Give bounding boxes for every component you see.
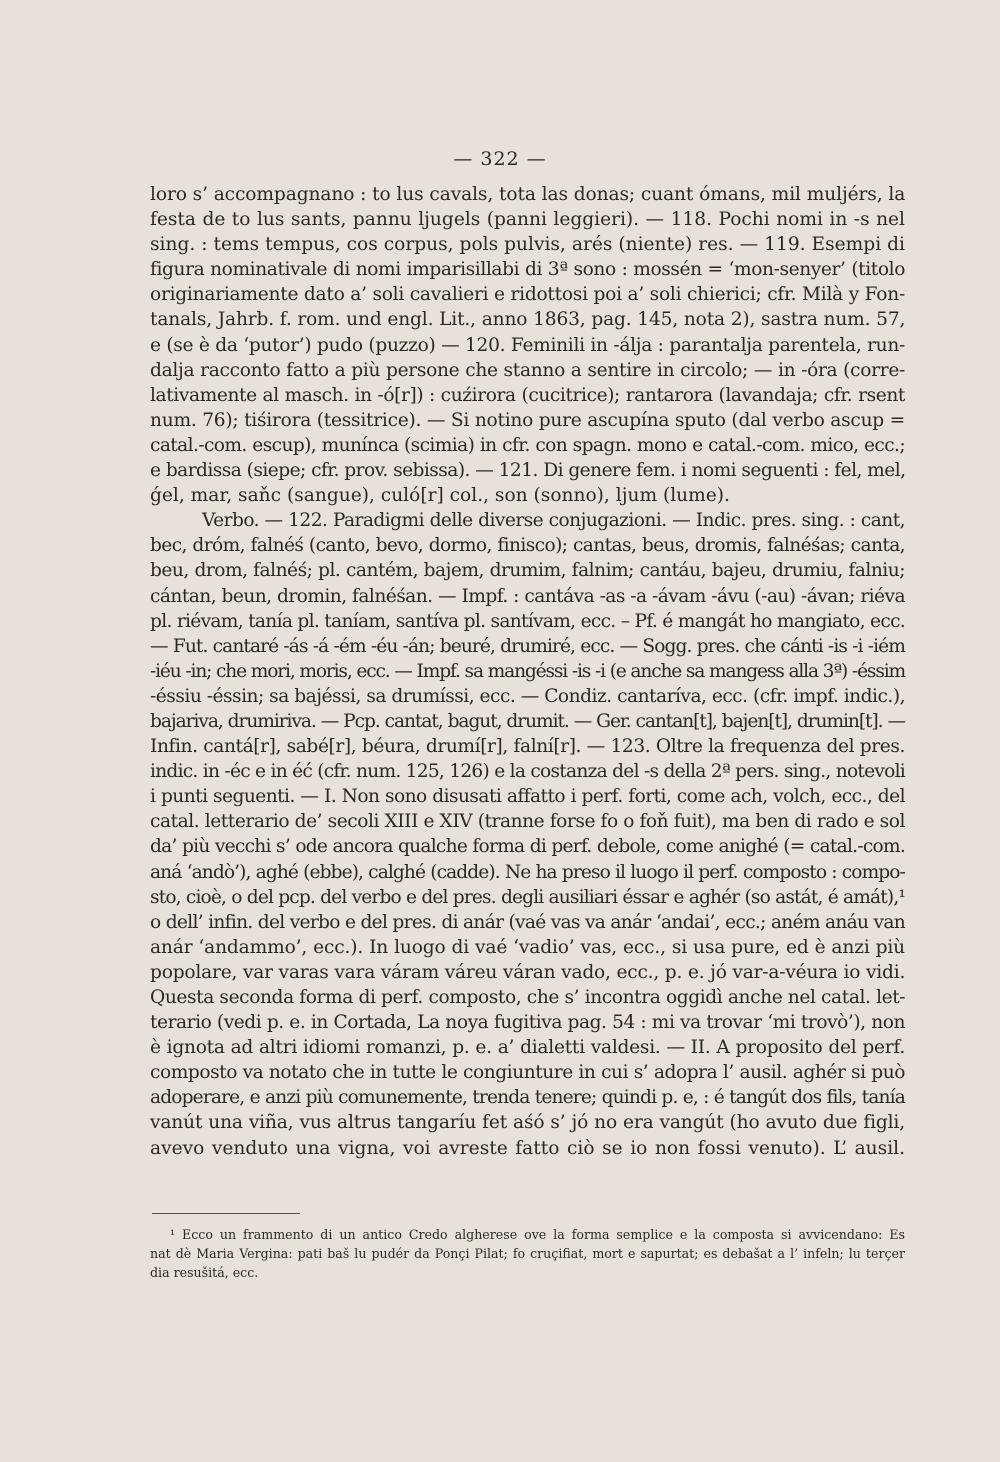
text-line: cántan, beun, dromin, falnéśan. — Impf. : cantáva -as -a -ávam -ávu (-au) -ávan; riéva: [150, 585, 905, 607]
text-line: bec, dróm, falnéś (canto, bevo, dormo, finisco); cantas, beus, dromis, falnéśas; canta,: [150, 535, 905, 557]
text-line: Verbo. — 122. Paradigmi delle diverse conjugazioni. — Indic. pres. sing. : cant,: [202, 510, 905, 532]
footnote: [150, 1225, 905, 1282]
text-line: festa de to lus sants, pannu ljugels (panni leggieri). — 118. Pochi nomi in -s nel: [150, 209, 905, 231]
text-line: adoperare, e anzi più comunemente, trenda tenere; quindi p. e, : é tangút dos fils, tanía: [150, 1087, 905, 1109]
body-text: [150, 182, 905, 1161]
page-number: — 322 —: [453, 148, 547, 170]
footnote-divider: [152, 1213, 300, 1214]
text-line: Infin. cantá[r], sabé[r], béura, drumí[r], falní[r]. — 123. Oltre la frequenza del pres.: [150, 736, 905, 758]
footnote-line: nat dè Maria Vergina: pati baš lu pudér da Ponçi Pilat; fo cruçifiat, mort e sapurtat; es debašat a l’ infeln; lu terçer: [150, 1246, 905, 1261]
text-line: indic. in -éc e in éć (cfr. num. 125, 126) e la costanza del -s della 2ª pers. sing., notevoli: [150, 761, 905, 783]
text-line: pl. riévam, tanía pl. taníam, santíva pl. santívam, ecc. – Pf. é mangát ho mangiato, ecc.: [150, 610, 905, 632]
text-line: beu, drom, falnéś; pl. cantém, bajem, drumim, falnim; cantáu, bajeu, drumiu, falniu;: [150, 560, 905, 582]
text-line: lativamente al masch. in -ó[r]) : cuźirora (cucitrice); rantarora (lavandaja; cfr. rsent: [150, 384, 905, 406]
text-line: ǵel, mar, saňc (sangue), culó[r] col., son (sonno), ljum (lume).: [150, 485, 730, 507]
text-line: composto va notato che in tutte le congiunture in cui s’ adopra l’ ausil. aghér si può: [150, 1062, 905, 1084]
text-line: e (se è da ‘putor’) pudo (puzzo) — 120. Feminili in -álja : parantalja parentela, run-: [150, 334, 905, 356]
text-line: i punti seguenti. — I. Non sono disusati affatto i perf. forti, come ach, volch, ecc., del: [150, 786, 905, 808]
text-line: bajariva, drumiriva. — Pcp. cantat, bagut, drumit. — Ger. cantan[t], bajen[t], drumin[t]. —: [150, 710, 905, 732]
text-line: sto, cioè, o del pcp. del verbo e del pres. degli ausiliari éssar e aghér (so astát, é amát),¹: [150, 886, 905, 908]
text-line: tanals, Jahrb. f. rom. und engl. Lit., anno 1863, pag. 145, nota 2), sastra num. 57,: [150, 309, 906, 331]
text-line: e bardissa (siepe; cfr. prov. sebissa). — 121. Di genere fem. i nomi seguenti : fel, mel,: [150, 460, 906, 482]
text-line: loro s’ accompagnano : to lus cavals, tota las donas; cuant ómans, mil muljérs, la: [150, 184, 906, 205]
text-line: catal.-com. escup), munínca (scimia) in cfr. con spagn. mono e catal.-com. mico, ecc.;: [150, 434, 905, 456]
text-line: avevo venduto una vigna, voi avreste fatto ciò se io non fossi venuto). L’ ausil.: [150, 1137, 905, 1159]
text-line: è ignota ad altri idiomi romanzi, p. e. a’ dialetti valdesi. — II. A proposito del perf.: [150, 1037, 905, 1059]
text-line: o dell’ infin. del verbo e del pres. di anár (vaé vas va anár ‘andai’, ecc.; aném anáu van: [150, 911, 905, 933]
text-line: Questa seconda forma di perf. composto, che s’ incontra oggidì anche nel catal. let-: [150, 987, 906, 1008]
text-line: sing. : tems tempus, cos corpus, pols pulvis, arés (niente) res. — 119. Esempi di: [150, 234, 905, 256]
footnote-line: dia resušitá, ecc.: [150, 1265, 259, 1280]
text-line: num. 76); tiśirora (tessitrice). — Si notino pure ascupína sputo (dal verbo ascup =: [150, 409, 905, 431]
text-line: popolare, var varas vara váram váreu váran vado, ecc., p. e. jó var-a-véura io vidi.: [150, 961, 906, 983]
text-line: -éssiu -éssin; sa bajéssi, sa drumíssi, ecc. — Condiz. cantaríva, ecc. (cfr. impf. indic.),: [150, 685, 905, 707]
footnote-line: ¹ Ecco un frammento di un antico Credo algherese ove la forma semplice e la composta si avvicendano: Es: [170, 1227, 905, 1242]
text-line: originariamente dato a’ soli cavalieri e ridottosi poi a’ soli chierici; cfr. Milà y Fon-: [150, 284, 905, 306]
text-line: anár ‘andammo’, ecc.). In luogo di vaé ‘vadio’ vas, ecc., si usa pure, ed è anzi più: [150, 936, 905, 958]
text-line: catal. letterario de’ secoli XIII e XIV (tranne forse fo o foň fuit), ma ben di rado e sol: [150, 811, 905, 833]
text-line: da’ più vecchi s’ ode ancora qualche forma di perf. debole, come anighé (= catal.-com.: [150, 836, 905, 858]
text-line: dalja racconto fatto a più persone che stanno a sentire in circolo; — in -óra (corre-: [150, 359, 905, 381]
text-line: vanút una viña, vus altrus tangaríu fet aśó s’ jó no era vangút (ho avuto due figli,: [150, 1112, 905, 1134]
text-line: — Fut. cantaré -ás -á -ém -éu -án; beuré, drumiré, ecc. — Sogg. pres. che cánti -is -i -iém: [150, 635, 905, 657]
text-line: -iéu -in; che mori, moris, ecc. — Impf. sa mangéssi -is -i (e anche sa mangess alla 3ª) -éssim: [150, 660, 905, 682]
text-line: aná ‘andò’), aghé (ebbe), calghé (cadde). Ne ha preso il luogo il perf. composto : compo-: [150, 861, 905, 883]
text-line: terario (vedi p. e. in Cortada, La noya fugitiva pag. 54 : mi va trovar ‘mi trovò’), non: [150, 1012, 905, 1034]
text-line: figura nominativale di nomi imparisillabi di 3ª sono : mossén = ‘mon-senyer’ (titolo: [150, 259, 905, 281]
